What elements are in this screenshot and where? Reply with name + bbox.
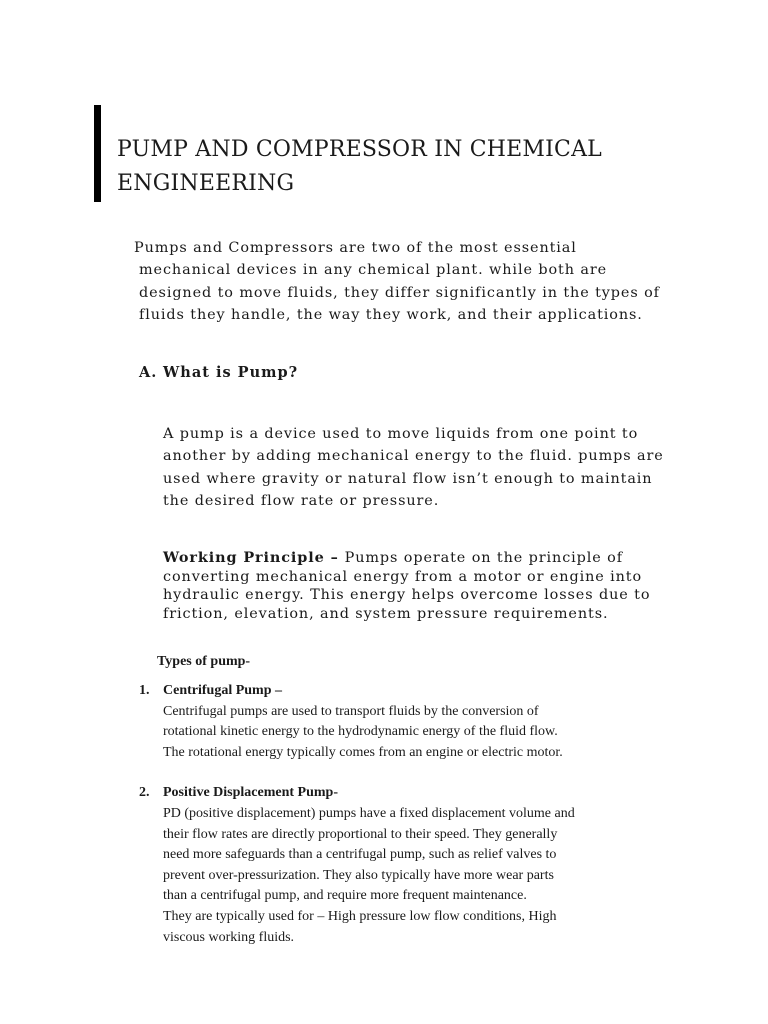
- list-item-number: 1.: [139, 683, 150, 698]
- pump-definition-paragraph: [163, 423, 683, 512]
- working-principle-label: Working Principle –: [163, 549, 345, 566]
- working-principle-line: hydraulic energy. This energy helps overcome losses due to: [163, 587, 651, 603]
- list-item-line: rotational kinetic energy to the hydrodynamic energy of the fluid flow.: [163, 724, 558, 740]
- list-item-line: viscous working fluids.: [163, 929, 295, 945]
- working-principle-line: friction, elevation, and system pressure requirements.: [163, 605, 609, 622]
- working-principle-text: Pumps operate on the principle of: [344, 550, 623, 566]
- intro-line: fluids they handle, the way they work, and their applications.: [139, 306, 643, 323]
- intro-line: designed to move fluids, they differ significantly in the types of: [139, 284, 660, 301]
- list-item-line: The rotational energy typically comes from an engine or electric motor.: [163, 744, 563, 760]
- list-item: [139, 783, 679, 948]
- title-line: PUMP AND COMPRESSOR IN CHEMICAL: [117, 137, 602, 162]
- definition-line: another by adding mechanical energy to the fluid. pumps are: [163, 448, 664, 465]
- section-heading-what-is-pump: [139, 364, 298, 381]
- definition-line: A pump is a device used to move liquids from one point to: [163, 426, 639, 442]
- intro-line: mechanical devices in any chemical plant. while both are: [139, 262, 608, 279]
- title-accent-bar: [94, 105, 101, 202]
- list-item-line: PD (positive displacement) pumps have a fixed displacement volume and: [163, 805, 575, 821]
- list-item-line: Centrifugal pumps are used to transport fluids by the conversion of: [163, 703, 539, 719]
- definition-line: used where gravity or natural flow isn’t enough to maintain: [163, 470, 653, 487]
- list-item: [139, 681, 679, 763]
- section-marker: A.: [139, 364, 158, 381]
- working-principle-first-line: [163, 549, 683, 568]
- definition-line: the desired flow rate or pressure.: [163, 492, 440, 509]
- document-title: [117, 133, 717, 201]
- list-item-line: They are typically used for – High pressure low flow conditions, High: [163, 908, 557, 924]
- working-principle-paragraph: [163, 549, 683, 623]
- list-item-line: their flow rates are directly proportional to their speed. They generally: [163, 826, 558, 842]
- types-of-pump-heading: Types of pump-: [157, 654, 251, 669]
- list-item-number: 2.: [139, 785, 150, 801]
- title-line: ENGINEERING: [117, 171, 295, 196]
- list-item-title: Centrifugal Pump –: [163, 683, 282, 698]
- list-item-line: prevent over-pressurization. They also typically have more wear parts: [163, 867, 554, 883]
- list-item-line: than a centrifugal pump, and require more frequent maintenance.: [163, 888, 527, 904]
- intro-paragraph: [134, 237, 674, 326]
- intro-line: Pumps and Compressors are two of the most essential: [134, 240, 577, 256]
- working-principle-line: converting mechanical energy from a motor or engine into: [163, 568, 643, 585]
- list-item-line: need more safeguards than a centrifugal pump, such as relief valves to: [163, 847, 557, 863]
- section-heading-text: What is Pump?: [163, 364, 299, 381]
- list-item-title: Positive Displacement Pump-: [163, 785, 338, 801]
- pump-types-list: [139, 681, 679, 948]
